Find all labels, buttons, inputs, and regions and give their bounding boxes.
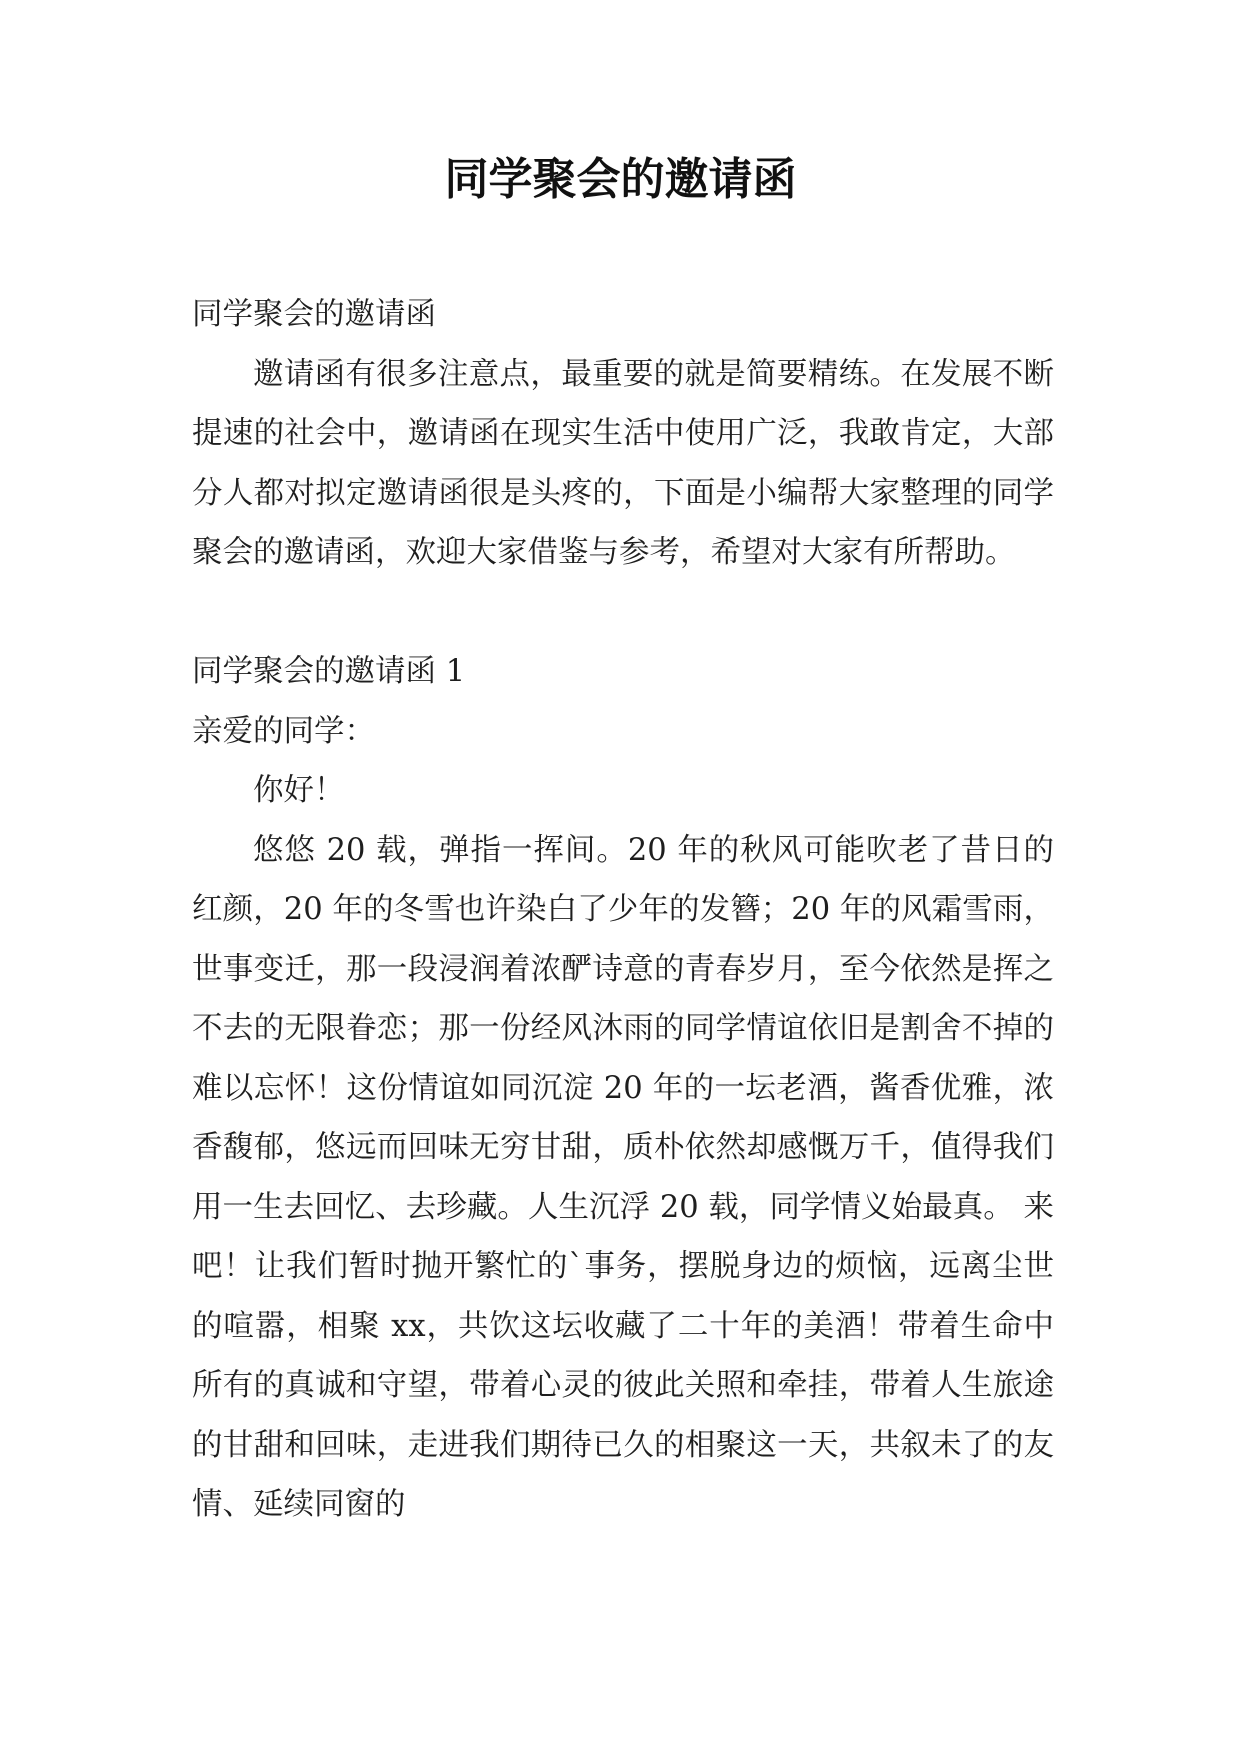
section-heading: 同学聚会的邀请函: [192, 297, 436, 332]
salutation: 亲爱的同学：: [192, 713, 375, 749]
letter-body-paragraph: 悠悠 20 载，弹指一挥间。20 年的秋风可能吹老了昔日的红颜，20 年的冬雪也许染白了少年的发簪；20 年的风霜雪雨，世事变迁，那一段浸润着浓酽诗意的青春岁月，至今依然是挥之不去的无限眷恋；那一份经风沐雨的同学情谊依旧是割舍不掉的难以忘怀！这份情谊如同沉淀 20 年的一坛老酒，酱香优雅，浓香馥郁，悠远而回味无穷甘甜，质朴依然却感慨万千，值得我们用一生去回忆、去珍藏。人生沉浮 20 载，同学情义始最真。 来吧！让我们暂时抛开繁忙的`事务，摆脱身边的烦恼，远离尘世的喧嚣，相聚 xx，共饮这坛收藏了二十年的美酒！带着生命中所有的真诚和守望，带着心灵的彼此关照和牵挂，带着人生旅途的甘甜和回味，走进我们期待已久的相聚这一天，共叙未了的友情、延续同窗的: [192, 832, 1054, 1522]
document-body: [192, 285, 1054, 1535]
paragraph-spacer: [192, 583, 1054, 643]
greeting: 你好！: [253, 773, 345, 808]
document-title: 同学聚会的邀请函: [444, 154, 797, 205]
letter-heading: 同学聚会的邀请函 1: [192, 654, 466, 689]
intro-paragraph: 邀请函有很多注意点，最重要的就是简要精练。在发展不断提速的社会中，邀请函在现实生活中使用广泛，我敢肯定，大部分人都对拟定邀请函很是头疼的，下面是小编帮大家整理的同学聚会的邀请函，欢迎大家借鉴与参考，希望对大家有所帮助。: [192, 356, 1054, 570]
